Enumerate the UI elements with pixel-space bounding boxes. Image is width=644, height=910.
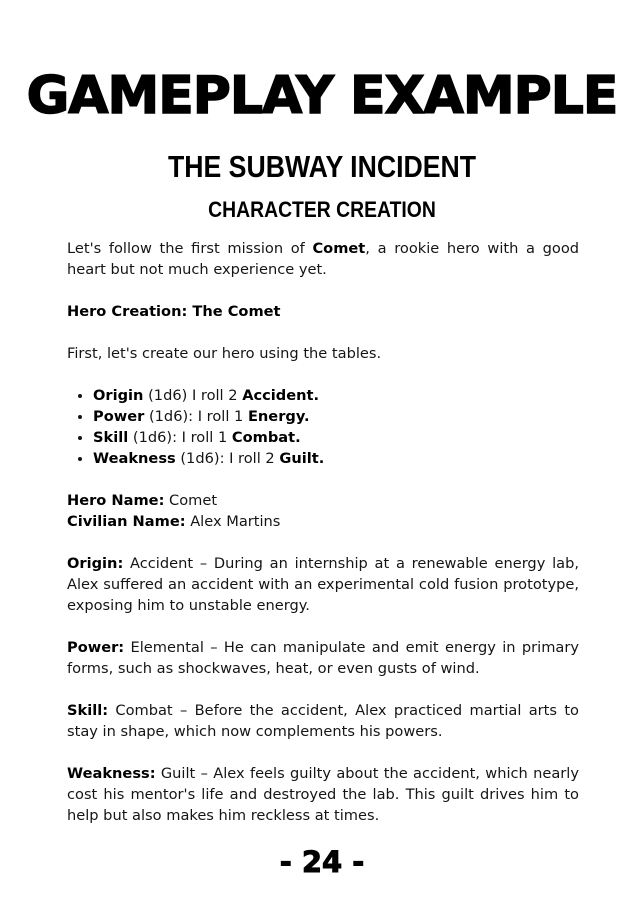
page-number: - 24 - — [279, 845, 365, 879]
hero-creation-heading — [67, 301, 579, 322]
origin-text: Accident – During an internship at a renewable energy lab, Alex suffered an accident with an experimental cold fusion prototype, exposing him to unstable energy. — [67, 555, 579, 614]
list-item — [93, 385, 579, 406]
hero-name-value: Comet — [164, 492, 218, 509]
skill-text: Combat – Before the accident, Alex practiced martial arts to stay in shape, which now complements his powers. — [67, 702, 579, 740]
intro-text-post: , a rookie hero with a good heart but not much experience yet. — [67, 240, 580, 278]
roll-label: Origin — [93, 387, 144, 404]
hero-name-label: Hero Name: — [67, 492, 165, 509]
chapter-subtitle: THE SUBWAY INCIDENT — [167, 149, 477, 184]
page-title: GAMEPLAY EXAMPLE — [26, 66, 618, 126]
skill-label: Skill: — [67, 702, 109, 719]
roll-detail: (1d6): I roll 2 — [175, 450, 280, 467]
power-label: Power: — [67, 639, 125, 656]
roll-detail: (1d6) I roll 2 — [143, 387, 243, 404]
list-item — [93, 427, 579, 448]
hero-creation-heading-text: Hero Creation: The Comet — [67, 303, 281, 320]
roll-label: Skill — [93, 429, 129, 446]
roll-result: Energy. — [247, 408, 310, 425]
skill-paragraph — [67, 700, 579, 742]
weakness-paragraph — [67, 763, 579, 826]
civilian-name-label: Civilian Name: — [67, 513, 186, 530]
roll-list — [67, 385, 579, 469]
list-item — [93, 406, 579, 427]
names-block — [67, 490, 579, 532]
roll-label: Power — [93, 408, 145, 425]
roll-result: Combat. — [231, 429, 301, 446]
intro-text-pre: Let's follow the first mission of — [67, 240, 313, 257]
origin-label: Origin: — [67, 555, 124, 572]
intro-hero-name: Comet — [312, 240, 366, 257]
body-text — [67, 238, 579, 847]
roll-result: Guilt. — [279, 450, 325, 467]
civilian-name-value: Alex Martins — [185, 513, 281, 530]
section-heading: CHARACTER CREATION — [208, 197, 436, 222]
list-item — [93, 448, 579, 469]
power-paragraph — [67, 637, 579, 679]
tables-intro: First, let's create our hero using the tables. — [67, 345, 382, 362]
roll-detail: (1d6): I roll 1 — [128, 429, 232, 446]
weakness-label: Weakness: — [67, 765, 156, 782]
roll-label: Weakness — [93, 450, 176, 467]
power-text: Elemental – He can manipulate and emit energy in primary forms, such as shockwaves, heat, or even gusts of wind. — [67, 639, 579, 677]
intro-paragraph — [67, 238, 579, 280]
roll-detail: (1d6): I roll 1 — [144, 408, 248, 425]
roll-result: Accident. — [242, 387, 320, 404]
weakness-text: Guilt – Alex feels guilty about the accident, which nearly cost his mentor's life and destroyed the lab. This guilt drives him to help but also makes him reckless at times. — [67, 765, 579, 824]
origin-paragraph — [67, 553, 579, 616]
